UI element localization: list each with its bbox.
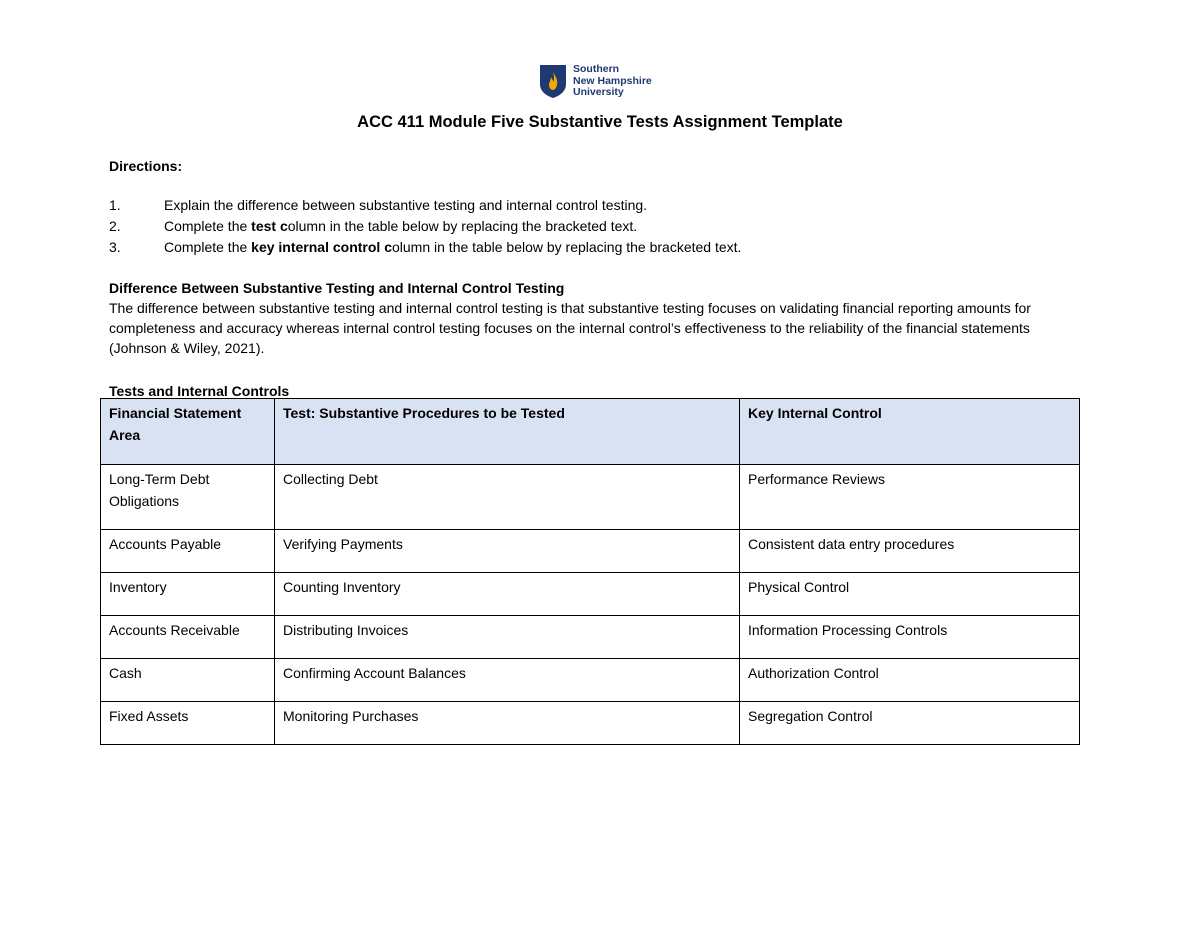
list-item — [109, 216, 741, 237]
directions-list — [109, 195, 741, 258]
table-row — [101, 616, 1080, 659]
table-cell: Monitoring Purchases — [275, 702, 740, 745]
column-header: Test: Substantive Procedures to be Tested — [275, 399, 740, 465]
table-heading: Tests and Internal Controls — [109, 383, 290, 399]
list-item-number: 1. — [109, 197, 121, 213]
table-cell: Long-Term Debt Obligations — [101, 465, 275, 530]
list-item-text: Complete the test column in the table below by replacing the bracketed text. — [164, 218, 638, 234]
table-cell: Counting Inventory — [275, 573, 740, 616]
column-header: Financial Statement Area — [101, 399, 275, 465]
table-cell: Authorization Control — [740, 659, 1080, 702]
table-cell: Confirming Account Balances — [275, 659, 740, 702]
list-item — [109, 237, 741, 258]
list-item-number: 2. — [109, 218, 121, 234]
document-title: ACC 411 Module Five Substantive Tests Assignment Template — [357, 113, 843, 131]
table-cell: Accounts Receivable — [101, 616, 275, 659]
section-heading: Difference Between Substantive Testing and Internal Control Testing — [109, 280, 565, 296]
table-cell: Cash — [101, 659, 275, 702]
table-row — [101, 465, 1080, 530]
table-cell: Segregation Control — [740, 702, 1080, 745]
table-cell: Verifying Payments — [275, 530, 740, 573]
table-header-row — [101, 399, 1080, 465]
list-item — [109, 195, 741, 216]
table-cell: Inventory — [101, 573, 275, 616]
logo-line-1: Southern — [573, 63, 620, 76]
logo-line-3: University — [573, 86, 624, 99]
column-header: Key Internal Control — [740, 399, 1080, 465]
table-cell: Accounts Payable — [101, 530, 275, 573]
university-logo — [539, 64, 652, 99]
table-cell: Information Processing Controls — [740, 616, 1080, 659]
table-row — [101, 573, 1080, 616]
table-cell: Performance Reviews — [740, 465, 1080, 530]
university-wordmark — [573, 64, 652, 99]
table-cell: Physical Control — [740, 573, 1080, 616]
table-row — [101, 702, 1080, 745]
directions-label: Directions: — [109, 158, 183, 174]
shield-flame-icon — [539, 64, 567, 99]
list-item-text: Complete the key internal control column in the table below by replacing the bracketed text. — [164, 239, 742, 255]
list-item-text: Explain the difference between substantive testing and internal control testing. — [164, 197, 648, 213]
list-item-number: 3. — [109, 239, 121, 255]
table-cell: Fixed Assets — [101, 702, 275, 745]
table-cell: Distributing Invoices — [275, 616, 740, 659]
table-cell: Collecting Debt — [275, 465, 740, 530]
table-row — [101, 530, 1080, 573]
table-cell: Consistent data entry procedures — [740, 530, 1080, 573]
tests-controls-table — [100, 398, 1080, 745]
table-row — [101, 659, 1080, 702]
logo-line-2: New Hampshire — [573, 74, 652, 87]
section-paragraph: The difference between substantive testing and internal control testing is that substantive testing focuses on validating financial reporting amounts for completeness and accuracy whereas internal control testing focuses on the internal control’s effectiveness to the reliability of the financial statements (Johnson & Wiley, 2021). — [109, 300, 1031, 356]
